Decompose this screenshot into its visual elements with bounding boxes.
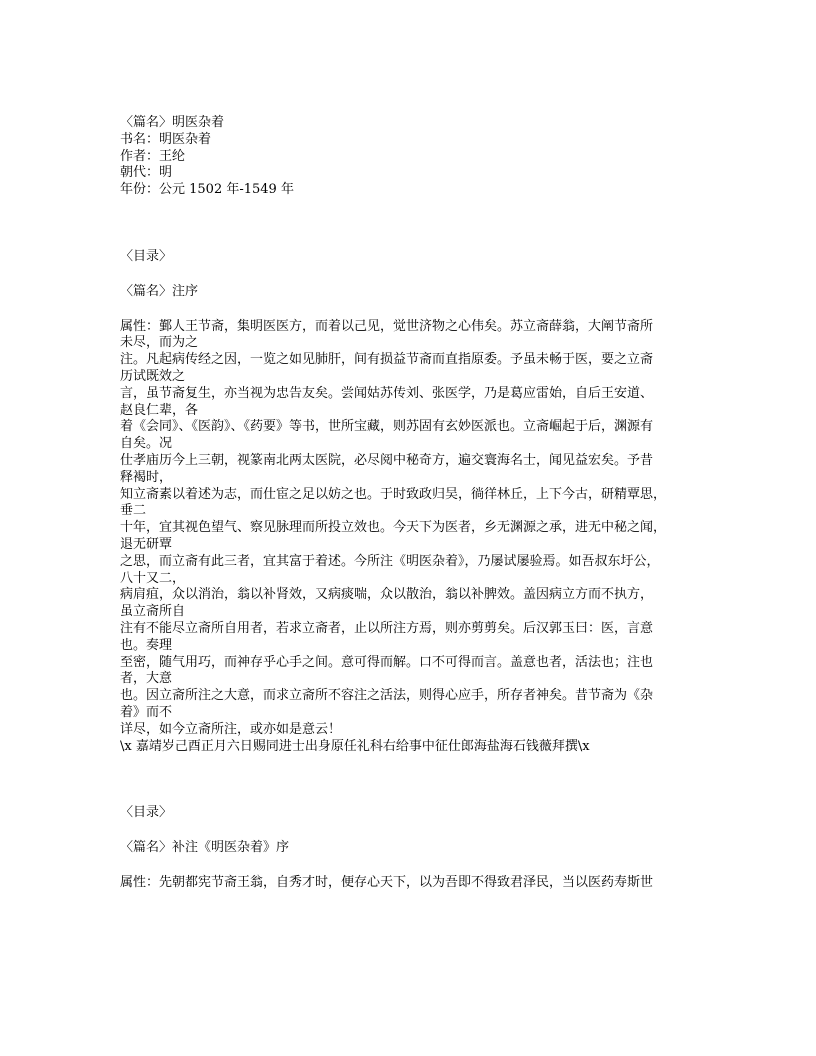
- body-line: 也。奏理: [120, 637, 173, 653]
- body-line: 至密，随气用巧，而神存乎心手之间。意可得而解。口不可得而言。盖意也者，活法也；注也: [120, 654, 654, 670]
- body-line: 详尽，如今立斋所注，或亦如是意云！: [120, 721, 342, 737]
- body-line: 注。凡起病传经之因，一览之如见肺肝，间有损益节斋而直指原委。予虽未畅于医，要之立斋: [120, 352, 654, 368]
- header-chao-dai: 朝代：明: [120, 165, 173, 181]
- body-line: 属性：先朝都宪节斋王翁，自秀才时，便存心天下，以为吾即不得致君泽民，当以医药寿斯世: [120, 874, 654, 890]
- section1-body: [120, 319, 700, 756]
- body-line: 未尽，而为之: [120, 335, 199, 351]
- body-line: 释褐时，: [120, 469, 173, 485]
- body-line: 垂二: [120, 503, 147, 519]
- body-line: 注有不能尽立斋所自用者，若求立斋者，止以所注方焉，则亦剪剪矣。后汉郭玉曰：医，言意: [120, 620, 654, 636]
- header-shu-ming: 书名：明医杂着: [120, 131, 212, 147]
- header-zuo-zhe: 作者：王纶: [120, 148, 186, 164]
- body-line: 仕孝庙历今上三朝，视篆南北两太医院，必尽阅中秘奇方，遍交寰海名士，闻见益宏矣。予昔: [120, 452, 654, 468]
- body-line: 赵良仁辈，各: [120, 402, 199, 418]
- body-line: 自矣。况: [120, 436, 173, 452]
- section2: [120, 805, 700, 891]
- body-line: 知立斋素以着述为志，而仕宦之足以妨之也。于时致政归吴，徜徉林丘，上下今古，研精覃思，: [120, 486, 667, 502]
- body-line: 着《会同》、《医韵》、《药要》等书，世所宝藏，则苏固有玄妙医派也。立斋崛起于后，渊源有: [120, 419, 654, 435]
- body-line: 历试既效之: [120, 368, 186, 384]
- body-line: 着》而不: [120, 704, 173, 720]
- body-line: 属性：鄞人王节斋，集明医医方，而着以己见，觉世济物之心伟矣。苏立斋薛翁，大阐节斋所: [120, 318, 654, 334]
- section2-pian-ming: 〈篇名〉补注《明医杂着》序: [120, 840, 290, 856]
- body-line: 八十又二，: [120, 570, 186, 586]
- body-line: 虽立斋所自: [120, 604, 186, 620]
- section2-mulu: 〈目录〉: [120, 805, 173, 821]
- section1-mulu: 〈目录〉: [120, 248, 173, 264]
- body-line: 之思，而立斋有此三者，宜其富于着述。今所注《明医杂着》，乃屡试屡验焉。如吾叔东圩公，: [120, 553, 660, 569]
- body-line: 言，虽节斋复生，亦当视为忠告友矣。尝闻姑苏传刘、张医学，乃是葛应雷始，自后王安道、: [120, 385, 654, 401]
- header-block: [120, 115, 700, 199]
- body-line: 退无研覃: [120, 536, 173, 552]
- body-line: 者，大意: [120, 671, 173, 687]
- body-line: 病肩疽，众以消治，翁以补肾效，又病痰喘，众以散治，翁以补脾效。盖因病立方而不执方，: [120, 587, 654, 603]
- signature-line: \x 嘉靖岁己酉正月六日赐同进士出身原任礼科右给事中征仕郎海盐海石钱薇拜撰\x: [120, 738, 590, 754]
- body-line: 也。因立斋所注之大意，而求立斋所不容注之活法，则得心应手，所存者神矣。昔节斋为《杂: [120, 688, 654, 704]
- body-line: 十年，宜其视色望气、察见脉理而所投立效也。今天下为医者，乡无渊源之承，进无中秘之闻，: [120, 520, 667, 536]
- header-nian-fen: 年份：公元 1502 年-1549 年: [120, 182, 294, 198]
- section1: [120, 249, 700, 755]
- section1-pian-ming: 〈篇名〉注序: [120, 283, 199, 299]
- header-pian-ming: 〈篇名〉明医杂着: [120, 115, 225, 130]
- document-page: [120, 115, 700, 892]
- section2-body: [120, 875, 700, 892]
